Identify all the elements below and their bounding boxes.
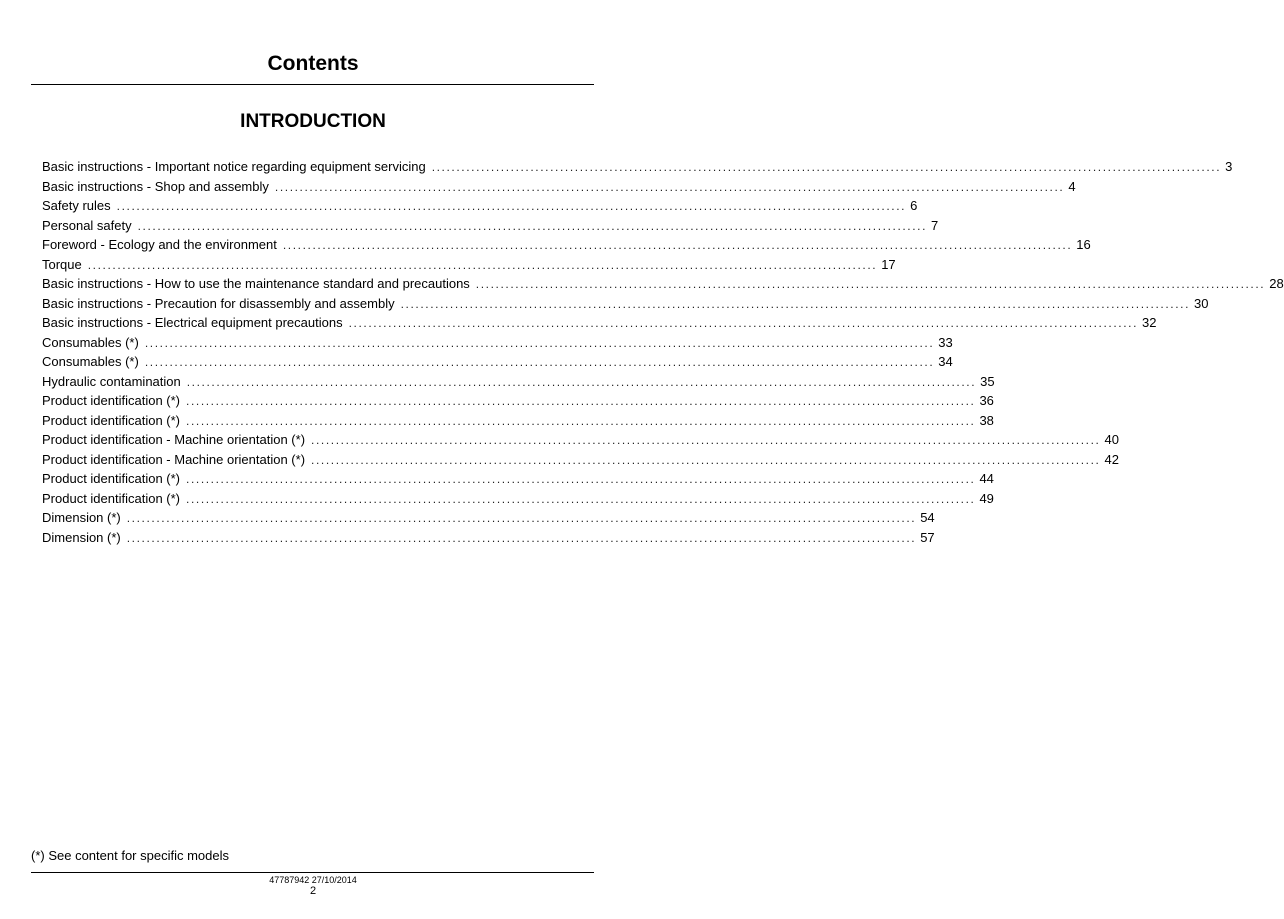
toc-leader-dots: ................................................................................................................................................................: [274, 179, 1065, 194]
toc-entry-label: Product identification (*): [42, 471, 181, 486]
toc-leader-dots: ................................................................................................................................................................: [116, 199, 907, 213]
toc-entry-label: Basic instructions - Precaution for disassembly and assembly: [42, 295, 395, 311]
toc-leader-dots: ................................................................................................................................................................: [126, 530, 917, 545]
toc-entry-label: Personal safety: [42, 217, 132, 233]
toc-entry-page: 33: [938, 334, 953, 350]
toc-entry-label: Consumables (*): [42, 334, 139, 350]
toc-entry-label: Dimension (*): [42, 529, 121, 545]
toc-entry-page: 6: [910, 198, 918, 213]
toc-leader-dots: ................................................................................................................................................................: [186, 394, 976, 408]
toc-entry[interactable]: [42, 469, 994, 489]
toc-entry-label: Basic instructions - Important notice regarding equipment servicing: [42, 159, 426, 174]
header-divider: [31, 84, 594, 85]
toc-entry-page: 38: [979, 412, 994, 428]
toc-leader-dots: ................................................................................................................................................................: [311, 452, 1101, 467]
toc-leader-dots: ................................................................................................................................................................: [186, 413, 976, 428]
toc-entry-page: 3: [1225, 159, 1233, 174]
toc-entry[interactable]: [42, 333, 953, 353]
page-title: Contents: [267, 52, 359, 75]
toc-entry-label: Consumables (*): [42, 354, 139, 369]
toc-entry[interactable]: [42, 528, 935, 548]
toc-entry[interactable]: [42, 255, 896, 275]
toc-entry-label: Product identification (*): [42, 412, 181, 428]
toc-entry-label: Safety rules: [42, 198, 111, 213]
toc-leader-dots: ................................................................................................................................................................: [144, 355, 935, 369]
toc-entry-page: 17: [881, 256, 896, 272]
toc-entry[interactable]: [42, 157, 1233, 177]
section-title: INTRODUCTION: [240, 111, 386, 132]
toc-entry[interactable]: [42, 216, 939, 236]
toc-leader-dots: ................................................................................................................................................................: [475, 277, 1266, 291]
toc-entry-label: Basic instructions - How to use the maintenance standard and precautions: [42, 276, 470, 291]
toc-leader-dots: ................................................................................................................................................................: [348, 316, 1139, 330]
toc-entry-page: 34: [938, 354, 953, 369]
toc-entry-label: Product identification - Machine orientation (*): [42, 451, 306, 467]
toc-entry-label: Product identification - Machine orientation (*): [42, 432, 306, 447]
toc-leader-dots: ................................................................................................................................................................: [311, 433, 1101, 447]
toc-entry[interactable]: [42, 294, 1209, 314]
footer-divider: [31, 872, 594, 873]
toc-entry-label: Dimension (*): [42, 510, 121, 525]
table-of-contents: [42, 157, 1284, 547]
toc-entry-page: 16: [1076, 237, 1091, 252]
toc-entry[interactable]: [42, 450, 1119, 470]
toc-entry[interactable]: [42, 196, 918, 216]
toc-entry-label: Hydraulic contamination: [42, 373, 181, 389]
toc-entry-page: 4: [1068, 178, 1076, 194]
toc-entry-page: 49: [979, 490, 994, 506]
toc-entry[interactable]: [42, 508, 935, 528]
toc-entry-page: 44: [979, 471, 994, 486]
toc-entry-page: 28: [1269, 276, 1284, 291]
toc-leader-dots: ................................................................................................................................................................: [186, 472, 976, 486]
toc-entry-page: 57: [920, 529, 935, 545]
toc-entry[interactable]: [42, 372, 995, 392]
toc-entry[interactable]: [42, 274, 1284, 294]
page-number: 2: [309, 885, 317, 897]
toc-entry-page: 35: [980, 373, 995, 389]
toc-entry-page: 7: [931, 217, 939, 233]
toc-entry-page: 30: [1194, 295, 1209, 311]
toc-entry[interactable]: [42, 391, 994, 411]
footnote: (*) See content for specific models: [31, 848, 229, 863]
toc-entry-label: Product identification (*): [42, 490, 181, 506]
toc-entry[interactable]: [42, 411, 994, 431]
toc-entry-page: 42: [1104, 451, 1119, 467]
toc-entry-label: Product identification (*): [42, 393, 181, 408]
document-reference: 47787942 27/10/2014: [269, 875, 357, 885]
toc-entry[interactable]: [42, 352, 953, 372]
toc-leader-dots: ................................................................................................................................................................: [400, 296, 1191, 311]
toc-entry-page: 54: [920, 510, 935, 525]
toc-entry-page: 32: [1142, 315, 1157, 330]
toc-entry[interactable]: [42, 489, 994, 509]
toc-entry[interactable]: [42, 430, 1119, 450]
toc-leader-dots: ................................................................................................................................................................: [186, 374, 977, 389]
toc-entry-page: 40: [1104, 432, 1119, 447]
toc-leader-dots: ................................................................................................................................................................: [186, 491, 976, 506]
toc-leader-dots: ................................................................................................................................................................: [431, 160, 1222, 174]
toc-entry-label: Basic instructions - Electrical equipment precautions: [42, 315, 343, 330]
toc-entry-page: 36: [979, 393, 994, 408]
toc-leader-dots: ................................................................................................................................................................: [87, 257, 878, 272]
toc-leader-dots: ................................................................................................................................................................: [282, 238, 1073, 252]
toc-entry[interactable]: [42, 177, 1076, 197]
toc-entry-label: Basic instructions - Shop and assembly: [42, 178, 269, 194]
toc-entry-label: Foreword - Ecology and the environment: [42, 237, 277, 252]
toc-leader-dots: ................................................................................................................................................................: [137, 218, 928, 233]
toc-entry[interactable]: [42, 235, 1091, 255]
toc-leader-dots: ................................................................................................................................................................: [126, 511, 917, 525]
toc-leader-dots: ................................................................................................................................................................: [144, 335, 935, 350]
toc-entry-label: Torque: [42, 256, 82, 272]
toc-entry[interactable]: [42, 313, 1157, 333]
